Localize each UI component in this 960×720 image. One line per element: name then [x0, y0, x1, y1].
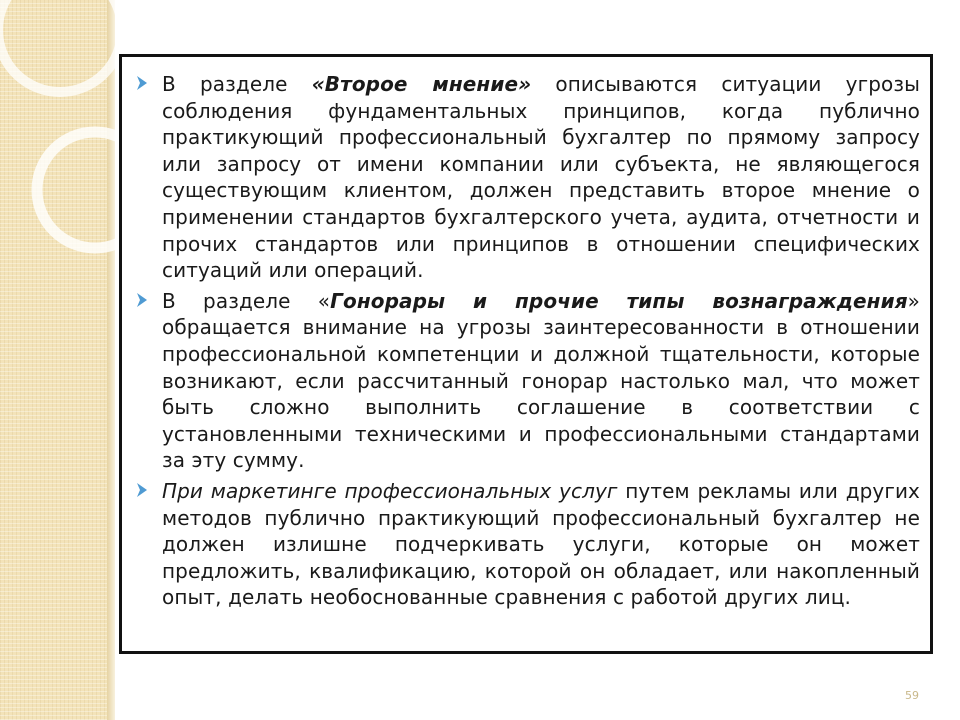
- bullet-item-fees: [162, 288, 920, 474]
- content-frame: [119, 54, 933, 654]
- bullet-highlight: При маркетинге профессиональных услуг: [162, 478, 618, 503]
- arrow-bullet-icon: [136, 75, 148, 91]
- bullet-highlight: «Второе мнение»: [311, 72, 532, 96]
- bullet-item-second-opinion: [162, 71, 920, 284]
- bullet-intro: В разделе: [162, 72, 312, 96]
- bullet-highlight: Гонорары и прочие типы вознаграждения: [330, 288, 908, 313]
- bullet-text: описываются ситуации угрозы соблюдения фундаментальных принципов, когда публично практикующий профессиональный бухгалтер по прямому запросу или запросу от имени компании или субъекта, не являющегося существующим клиентом, должен представить второе мнение о применении стандартов бухгалтерского учета, аудита, отчетности и прочих стандартов или принципов в отношении специфических ситуаций или операций.: [162, 72, 920, 283]
- bullet-text: путем рекламы или других методов публично практикующий профессиональный бухгалтер не должен излишне подчеркивать услуги, которые он может предложить, квалификацию, которой он обладает, или накопленный опыт, делать необоснованные сравнения с работой других лиц.: [162, 478, 920, 610]
- arrow-bullet-icon: [136, 292, 148, 308]
- bullet-item-marketing: [162, 478, 920, 611]
- bullet-intro: В разделе «: [162, 288, 331, 313]
- arrow-bullet-icon: [136, 482, 148, 498]
- bullet-list: [122, 57, 930, 611]
- page-number: 59: [905, 689, 919, 702]
- bullet-text: » обращается внимание на угрозы заинтересованности в отношении профессиональной компетенции и должной тщательности, которые возникают, если рассчитанный гонорар настолько мал, что может быть сложно выполнить соглашение в соответствии с установленными техническими и профессиональными стандартами за эту сумму.: [162, 288, 920, 473]
